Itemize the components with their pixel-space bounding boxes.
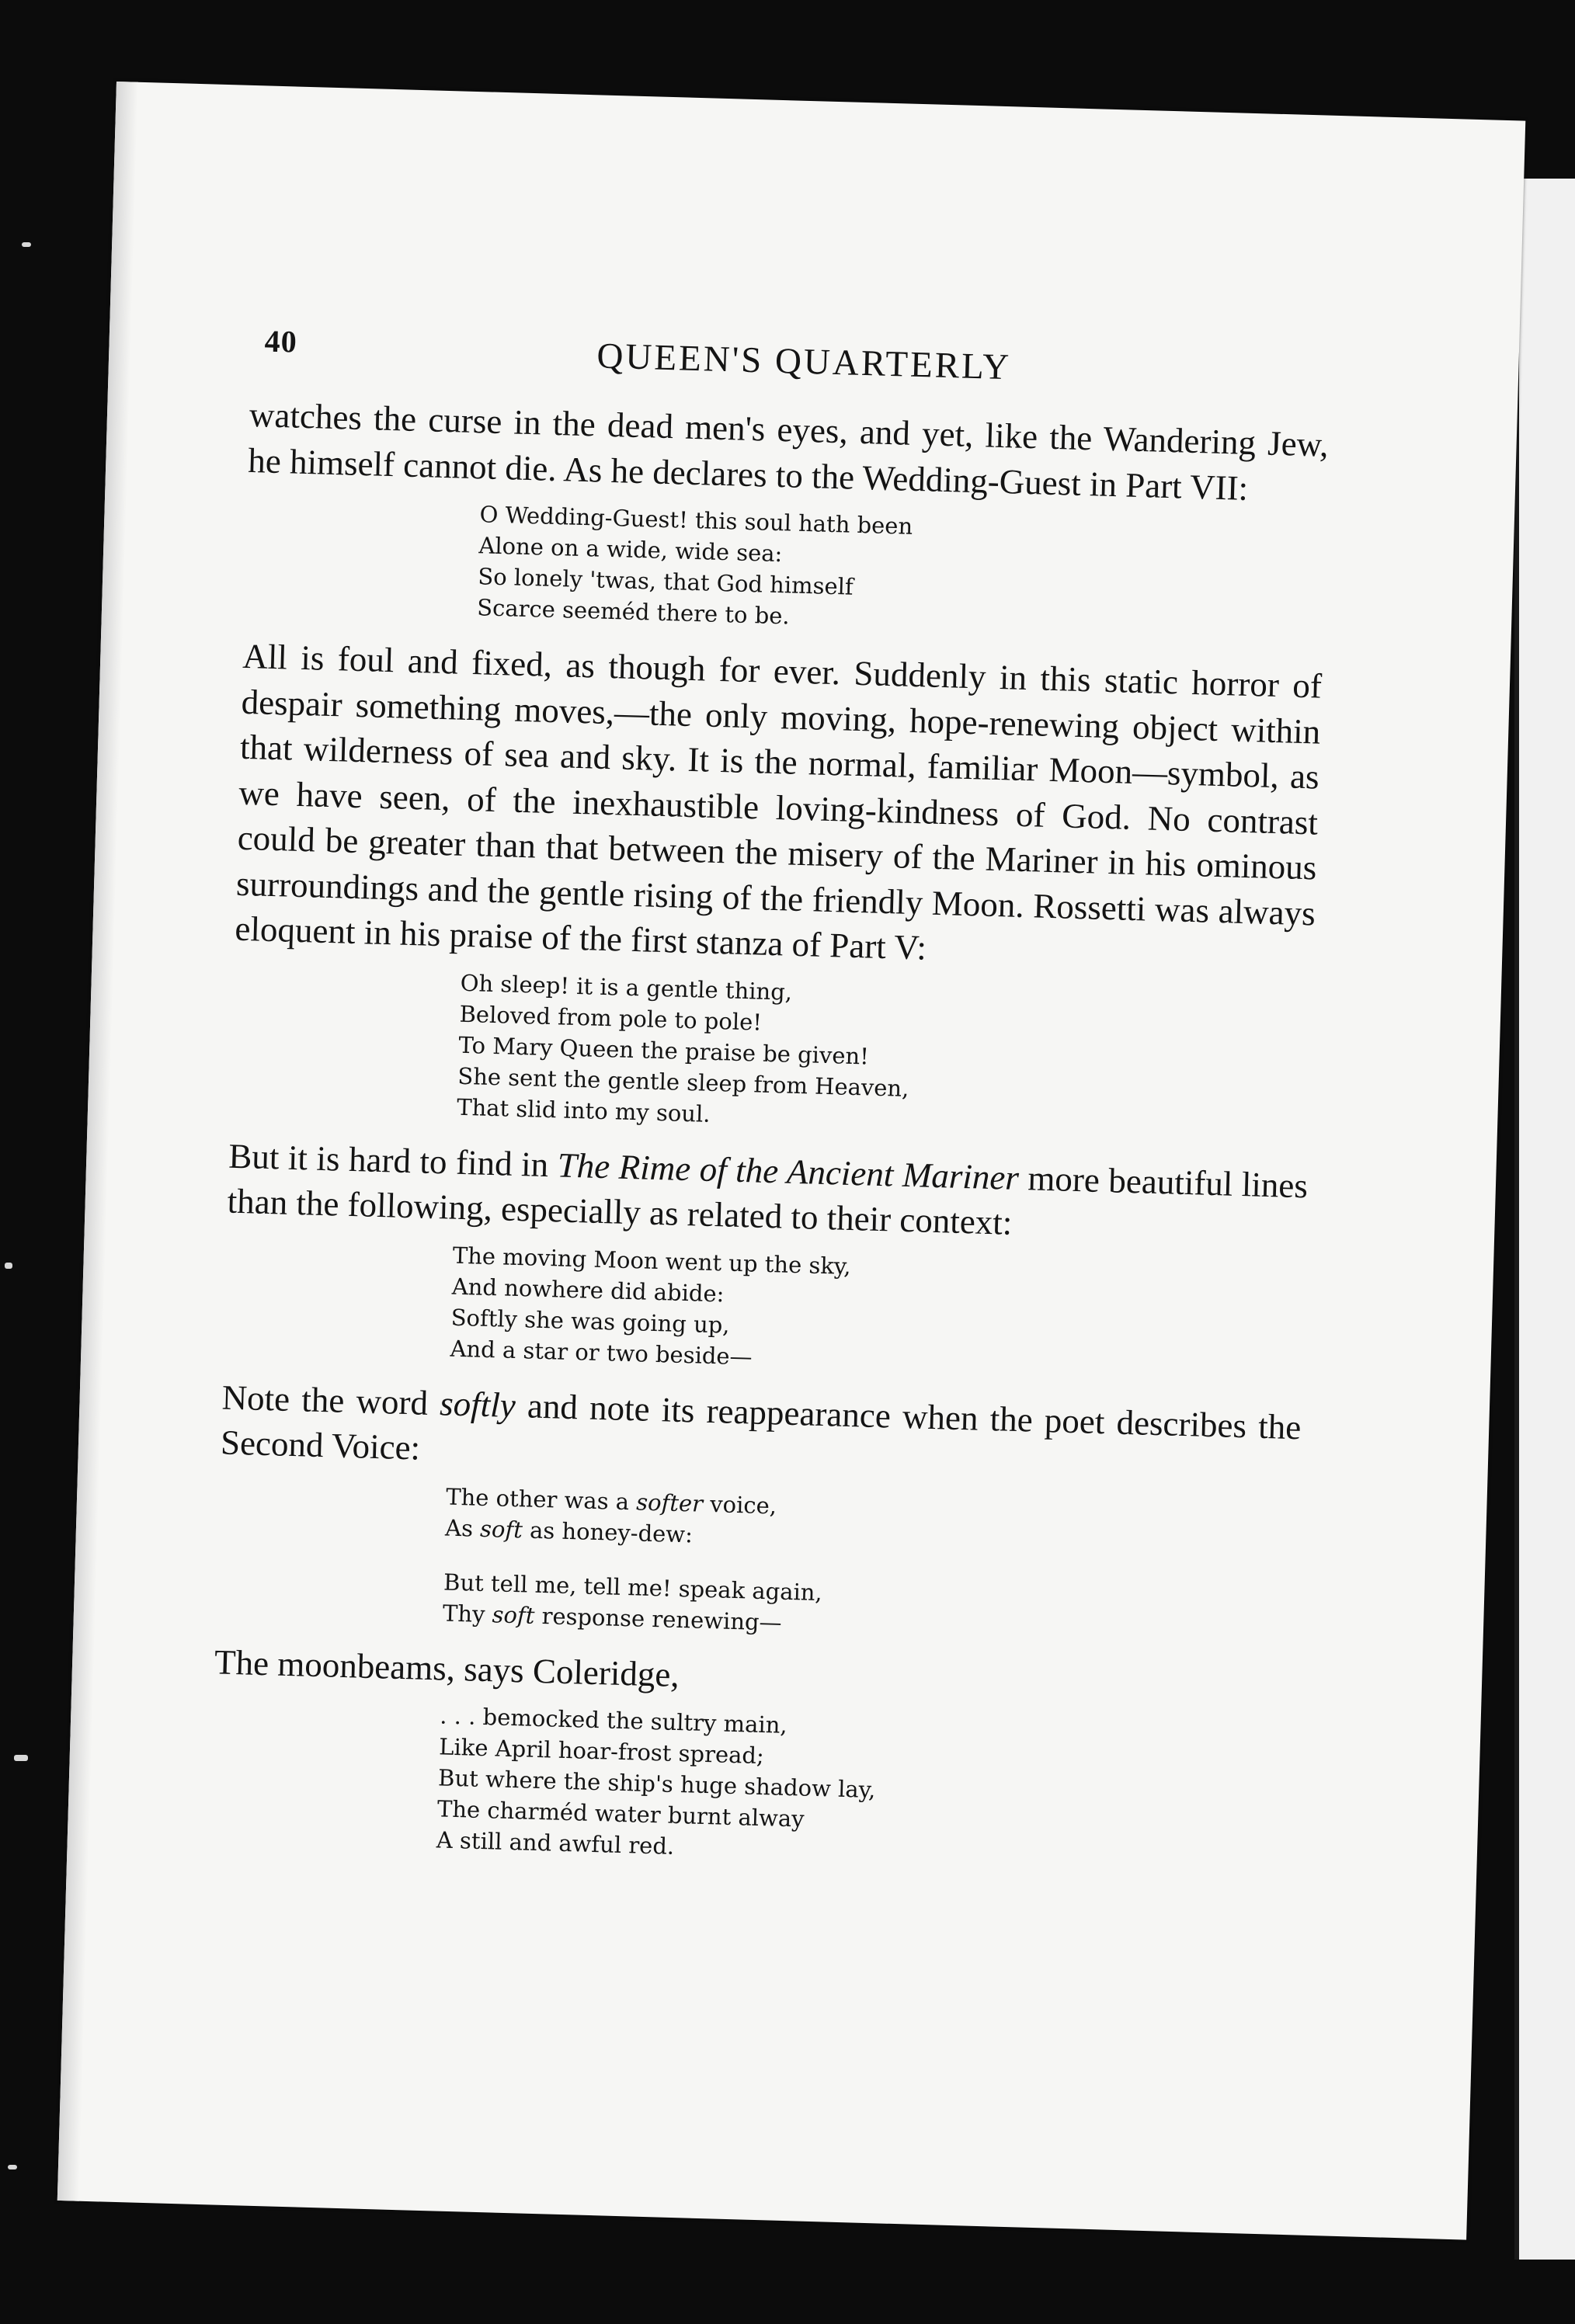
verse-line: Like April hoar-frost spread; [438, 1733, 765, 1770]
verse-line: That slid into my soul. [456, 1093, 711, 1127]
verse-line: A still and awful red. [436, 1826, 675, 1860]
running-head [263, 322, 1344, 407]
verse-quote-5 [209, 1693, 1292, 1879]
verse-line: To Mary Queen the praise be given! [458, 1031, 870, 1070]
scanned-page [57, 82, 1526, 2240]
verse-line: Beloved from pole to pole! [459, 1000, 763, 1036]
paragraph-2: All is foul and fixed, as though for ever. Suddenly in this static horror of despair something moves,—the only moving, hope-renewing object within that wilderness of sea and sky. It is the normal, familiar Moon—symbol, as we have seen, of the inexhaustible loving-kindness of God. No contrast could be greater than that between the misery of the Mariner in his ominous surroundings and the gentle rising of the friendly Moon. Rossetti was always eloquent in his praise of the first stanza of Part V: [234, 636, 1323, 967]
paragraph-3 [227, 1133, 1309, 1254]
verse-text: The other was a [445, 1483, 637, 1515]
verse-line: O Wedding-Guest! this soul hath been [479, 501, 913, 540]
paragraph-5: The moonbeams, says Coleridge, [214, 1641, 680, 1694]
verse-line: Scarce seeméd there to be. [476, 594, 791, 630]
emphasized-word: soft [479, 1515, 523, 1543]
verse-line: Alone on a wide, wide sea: [478, 532, 783, 568]
verse-line: And nowhere did abide: [451, 1273, 725, 1307]
verse-line: Oh sleep! it is a gentle thing, [460, 969, 793, 1006]
verse-line: Softly she was going up, [450, 1304, 731, 1339]
article-text [209, 392, 1329, 1896]
verse-line: . . . bemocked the sultry main, [439, 1702, 788, 1739]
film-speck [5, 1263, 12, 1269]
verse-line: The charméd water burnt alway [436, 1795, 805, 1832]
verse-text: as honey-dew: [522, 1516, 694, 1548]
adjacent-page-edge [1514, 179, 1575, 2260]
paragraph-3-text-a: But it is hard to find in [228, 1136, 558, 1184]
film-speck [22, 242, 31, 247]
page-edge-shadow [57, 82, 138, 2201]
verse-quote-4 [216, 1475, 1299, 1652]
verse-text: voice, [702, 1490, 777, 1519]
verse-text: As [444, 1514, 481, 1542]
verse-quote-1 [244, 492, 1326, 647]
film-speck [14, 1755, 28, 1761]
emphasized-word: soft [492, 1600, 535, 1629]
verse-line: She sent the gentle sleep from Heaven, [457, 1062, 909, 1102]
film-speck [8, 2165, 17, 2169]
verse-line: And a star or two beside— [450, 1335, 753, 1370]
emphasized-word: softer [635, 1488, 704, 1517]
page-number: 40 [264, 323, 298, 360]
verse-quote-2 [230, 961, 1313, 1146]
paragraph-4-text-a: Note the word [221, 1377, 441, 1423]
verse-quote-3 [223, 1233, 1306, 1388]
paragraph-3-text-b: more beautiful lines than the following, especially as related to their context: [227, 1158, 1309, 1242]
paragraph-1: watches the curse in the dead men's eyes, and yet, like the Wandering Jew, he himself cannot die. As he declares to the Wedding-Guest in Part VII: [247, 394, 1330, 508]
emphasized-word: softly [439, 1383, 516, 1425]
verse-text: Thy [442, 1600, 493, 1627]
paragraph-4 [220, 1374, 1302, 1495]
verse-line: But where the ship's huge shadow lay, [437, 1764, 876, 1804]
verse-text: response renewing— [534, 1602, 783, 1636]
paragraph-4-text-b: and note its reappearance when the poet describes the Second Voice: [220, 1385, 1302, 1468]
poem-title: The Rime of the Ancient Mariner [557, 1145, 1020, 1197]
verse-line: But tell me, tell me! speak again, [443, 1568, 823, 1606]
journal-title: QUEEN'S QUARTERLY [596, 335, 1012, 388]
verse-line: So lonely 'twas, that God himself [477, 563, 854, 600]
verse-line: The moving Moon went up the sky, [452, 1242, 852, 1280]
